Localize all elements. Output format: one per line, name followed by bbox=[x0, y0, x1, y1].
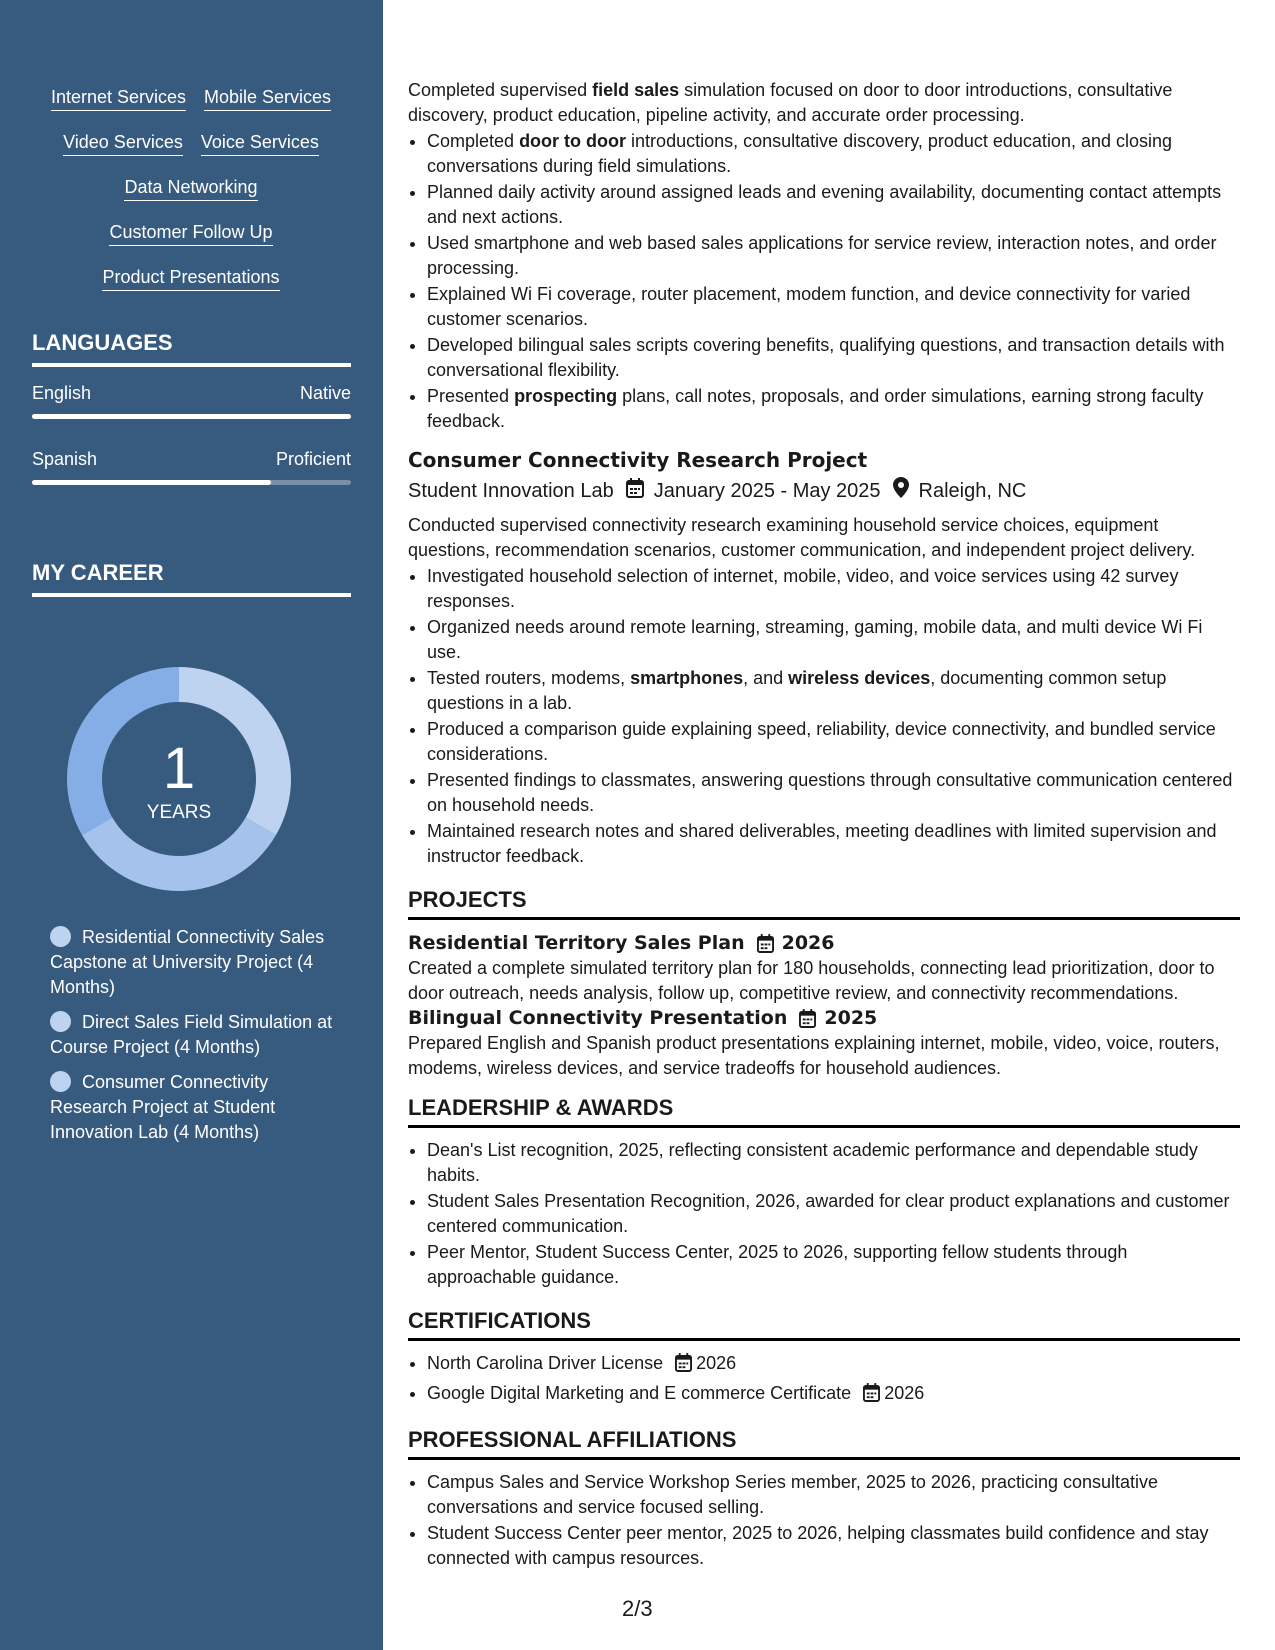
calendar-icon bbox=[799, 1009, 816, 1028]
role-dates: January 2025 - May 2025 bbox=[653, 480, 881, 502]
project-date: 2026 bbox=[781, 932, 835, 954]
career-donut-chart bbox=[66, 666, 292, 892]
language-bar-fill bbox=[32, 480, 271, 485]
text-segment: Completed supervised bbox=[408, 80, 593, 100]
bold-keyword: prospecting bbox=[514, 386, 618, 406]
certification-name: North Carolina Driver License bbox=[427, 1353, 664, 1373]
language-item bbox=[32, 383, 351, 419]
career-item-text: Consumer Connectivity Research Project at Student Innovation Lab (4 Months) bbox=[50, 1072, 276, 1142]
text-segment: , documenting common setup questions in a lab. bbox=[427, 668, 1167, 713]
languages-heading: LANGUAGES bbox=[32, 330, 351, 367]
affiliations-heading: PROFESSIONAL AFFILIATIONS bbox=[408, 1426, 1240, 1460]
bullet-item bbox=[427, 717, 1240, 766]
role-meta bbox=[408, 477, 1240, 505]
certification-date: 2026 bbox=[884, 1382, 925, 1403]
text-segment: Tested routers, modems, bbox=[427, 668, 631, 688]
skill-tag: Video Services bbox=[63, 131, 183, 156]
bullet-item: • Campus Sales and Service Workshop Series member, 2025 to 2026, practicing consultative conversations and service focused selling. bbox=[427, 1470, 1240, 1519]
certifications-heading: CERTIFICATIONS bbox=[408, 1307, 1240, 1341]
bullet-item bbox=[427, 768, 1240, 817]
projects-list bbox=[408, 930, 1240, 1080]
project-description: Created a complete simulated territory plan for 180 households, connecting lead prioritization, door to door outreach, needs analysis, follow up, competitive review, and connectivity recommendations. bbox=[408, 958, 1215, 1003]
career-years-unit: YEARS bbox=[146, 802, 212, 823]
career-item-text: Residential Connectivity Sales Capstone at University Project (4 Months) bbox=[50, 927, 325, 997]
project-title: Residential Territory Sales Plan bbox=[408, 932, 745, 954]
bullet-item bbox=[427, 333, 1240, 382]
calendar-icon bbox=[626, 478, 644, 505]
career-legend-dot bbox=[50, 926, 71, 947]
language-row bbox=[32, 383, 351, 404]
skill-row bbox=[32, 86, 350, 131]
page-number: 2/3 bbox=[622, 1596, 653, 1621]
awards-list bbox=[408, 1138, 1240, 1289]
skill-tag: Customer Follow Up bbox=[109, 221, 272, 246]
calendar-icon bbox=[675, 1353, 692, 1379]
text-segment: introductions, consultative discovery, product education, and closing conversations during field simulations. bbox=[427, 131, 1173, 176]
text-segment: Presented findings to classmates, answering questions through consultative communication centered on household needs. bbox=[427, 770, 1233, 815]
bullet-item bbox=[427, 819, 1240, 868]
skill-row bbox=[32, 176, 350, 221]
project-title-row bbox=[408, 930, 1240, 956]
map-pin-icon bbox=[893, 477, 909, 505]
career-item-text: Direct Sales Field Simulation at Course Project (4 Months) bbox=[50, 1012, 333, 1057]
sidebar bbox=[0, 0, 383, 1650]
intro-bullet-list bbox=[408, 129, 1240, 433]
skill-tag: Mobile Services bbox=[204, 86, 331, 111]
skill-tag: Data Networking bbox=[124, 176, 257, 201]
career-item bbox=[50, 925, 340, 1000]
project-title-row bbox=[408, 1005, 1240, 1031]
skill-tag: Voice Services bbox=[201, 131, 319, 156]
career-years-number: 1 bbox=[162, 736, 196, 801]
project-description: Prepared English and Spanish product presentations explaining internet, mobile, video, voice, routers, modems, wireless devices, and service tradeoffs for household audiences. bbox=[408, 1033, 1220, 1078]
text-segment: Explained Wi Fi coverage, router placement, modem function, and device connectivity for varied customer scenarios. bbox=[427, 284, 1191, 329]
bold-keyword: wireless devices bbox=[788, 668, 931, 688]
bullet-item: • Student Sales Presentation Recognition, 2026, awarded for clear product explanations and customer centered communication. bbox=[427, 1189, 1240, 1238]
career-legend-dot bbox=[50, 1011, 71, 1032]
text-segment: Investigated household selection of internet, mobile, video, and voice services using 42 survey responses. bbox=[427, 566, 1179, 611]
bullet-item bbox=[427, 180, 1240, 229]
project-date: 2025 bbox=[824, 1007, 878, 1029]
project-title: Bilingual Connectivity Presentation bbox=[408, 1007, 788, 1029]
certification-item bbox=[427, 1381, 1240, 1409]
text-segment: Presented bbox=[427, 386, 515, 406]
bullet-item bbox=[427, 282, 1240, 331]
calendar-icon bbox=[863, 1383, 880, 1409]
bullet-item bbox=[427, 564, 1240, 613]
language-name: Spanish bbox=[32, 449, 98, 469]
text-segment: Planned daily activity around assigned leads and evening availability, documenting contact attempts and next actions. bbox=[427, 182, 1222, 227]
language-bar-fill bbox=[32, 414, 351, 419]
bullet-item bbox=[427, 666, 1240, 715]
affiliations-list bbox=[408, 1470, 1240, 1570]
skill-tag: Internet Services bbox=[51, 86, 186, 111]
certification-name: Google Digital Marketing and E commerce Certificate bbox=[427, 1382, 852, 1403]
calendar-icon bbox=[757, 934, 774, 953]
bullet-item bbox=[427, 129, 1240, 178]
bold-keyword: smartphones bbox=[630, 668, 744, 688]
bullet-item bbox=[427, 231, 1240, 280]
career-item bbox=[50, 1010, 340, 1060]
language-level: Native bbox=[299, 383, 351, 403]
career-item bbox=[50, 1070, 340, 1145]
skills-list bbox=[32, 86, 350, 311]
text-segment: Maintained research notes and shared deliverables, meeting deadlines with limited supervision and instructor feedback. bbox=[427, 821, 1217, 866]
main-content bbox=[408, 78, 1240, 1572]
text-segment: Organized needs around remote learning, streaming, gaming, mobile data, and multi device Wi Fi use. bbox=[427, 617, 1203, 662]
bullet-item: • Student Success Center peer mentor, 2025 to 2026, helping classmates build confidence and stay connected with campus resources. bbox=[427, 1521, 1240, 1570]
bold-keyword: door to door bbox=[519, 131, 627, 151]
role-organization: Student Innovation Lab bbox=[408, 480, 614, 502]
certification-item bbox=[427, 1351, 1240, 1379]
projects-heading: PROJECTS bbox=[408, 886, 1240, 920]
language-row bbox=[32, 449, 351, 470]
language-name: English bbox=[32, 383, 92, 403]
role-summary: Conducted supervised connectivity research examining household service choices, equipment questions, recommendation scenarios, customer communication, and independent project delivery. bbox=[408, 515, 1196, 560]
language-level: Proficient bbox=[275, 449, 351, 469]
skill-row bbox=[32, 131, 350, 176]
text-segment: , and bbox=[743, 668, 789, 688]
skill-tag: Product Presentations bbox=[102, 266, 279, 291]
career-donut-segment bbox=[82, 818, 276, 892]
skill-row bbox=[32, 266, 350, 311]
certification-date: 2026 bbox=[696, 1353, 737, 1373]
role-title: Consumer Connectivity Research Project bbox=[408, 448, 868, 472]
text-segment: Completed bbox=[427, 131, 520, 151]
intro-paragraph bbox=[408, 78, 1240, 127]
bullet-item bbox=[427, 615, 1240, 664]
text-segment: plans, call notes, proposals, and order simulations, earning strong faculty feedback. bbox=[427, 386, 1204, 431]
language-item bbox=[32, 449, 351, 485]
language-bar bbox=[32, 480, 351, 485]
skill-row bbox=[32, 221, 350, 266]
role-bullet-list bbox=[408, 564, 1240, 868]
career-heading: MY CAREER bbox=[32, 560, 351, 597]
career-legend bbox=[50, 925, 340, 1155]
text-segment: Developed bilingual sales scripts covering benefits, qualifying questions, and transaction details with conversational flexibility. bbox=[427, 335, 1225, 380]
text-segment: simulation focused on door to door introductions, consultative discovery, product education, pipeline activity, and accurate order processing. bbox=[408, 80, 1173, 125]
language-bar bbox=[32, 414, 351, 419]
bold-keyword: field sales bbox=[592, 80, 680, 100]
role-location: Raleigh, NC bbox=[918, 480, 1027, 502]
career-legend-dot bbox=[50, 1071, 71, 1092]
bullet-item: • Peer Mentor, Student Success Center, 2025 to 2026, supporting fellow students through approachable guidance. bbox=[427, 1240, 1240, 1289]
bullet-item bbox=[427, 384, 1240, 433]
certifications-list bbox=[408, 1351, 1240, 1408]
bullet-item: • Dean's List recognition, 2025, reflecting consistent academic performance and dependable study habits. bbox=[427, 1138, 1240, 1187]
awards-heading: LEADERSHIP & AWARDS bbox=[408, 1094, 1240, 1128]
text-segment: Used smartphone and web based sales applications for service review, interaction notes, and order processing. bbox=[427, 233, 1217, 278]
text-segment: Produced a comparison guide explaining speed, reliability, device connectivity, and bundled service considerations. bbox=[427, 719, 1216, 764]
